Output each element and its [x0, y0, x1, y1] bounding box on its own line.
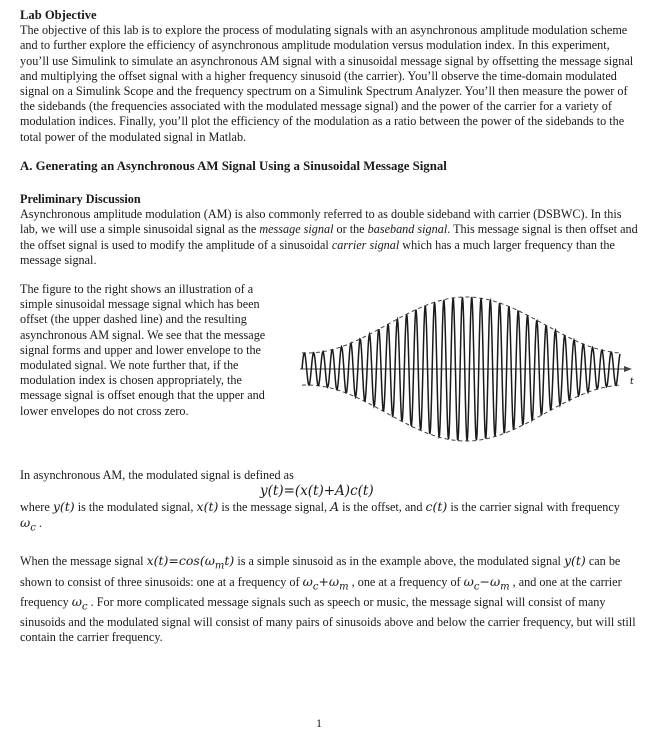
objective-paragraph: The objective of this lab is to explore the process of modulating signals with an asynchronous amplitude modulation scheme and to further explore the efficiency of asynchronous amplitude modulation versus modulation index. In this experiment, you’ll use Simulink to simulate an asynchronous AM signal with a sinusoidal message signal by offsetting the message signal and multiplying the offset signal with a higher frequency sinusoid (the carrier). You’ll observe the time-domain modulated signal on a Simulink Scope and the frequency spectrum on a Simulink Spectrum Analyzer. You’ll then measure the power of the sidebands (the frequencies associated with the modulated message signal) and the power of the carrier for a variety of modulation indices. Finally, you’ll plot the efficiency of the modulation as a ratio between the power of the sidebands to the total power of the modulated signal in Matlab. — [20, 23, 634, 144]
page-number: 1 — [316, 716, 322, 730]
axis-arrow-icon — [624, 366, 632, 372]
preliminary-discussion-heading: Preliminary Discussion — [20, 192, 141, 207]
am-signal-figure — [286, 286, 636, 456]
am-equation: y(t)=(x(t)+A)c(t) — [260, 483, 374, 500]
lab-objective-heading: Lab Objective — [20, 8, 97, 22]
sinusoid-paragraph: When the message signal $x(t)=\cos(\omega_mt)$ is a simple sinusoid as in the example above, the modulated signal y(t) can be shown to consist of three sinusoids: one at a frequency of $\omega_c+\omega_m$ , one at a frequency of $\omega_c-\omega_m$ , and one at the carrier frequency $\omega_c$ . For more complicated message signals such as speech or music, the message signal will consist of many sinusoids and the modulated signal will consist of many pairs of sinusoids above and below the carrier frequency, but will still contain the carrier frequency. — [20, 553, 636, 645]
axis-label-t: t — [630, 377, 634, 388]
figure-row — [20, 282, 638, 456]
lower-envelope — [302, 385, 620, 441]
where-paragraph: where y(t) is the modulated signal, x(t) is the message signal, A is the offset, and c(t) is the carrier signal with frequency $\omega_c$ . — [20, 499, 620, 534]
preliminary-paragraph: Asynchronous amplitude modulation (AM) is also commonly referred to as double sideband with carrier (DSBWC). In this lab, we will use a simple sinusoidal signal as the message signal or the baseband signal. This message signal is then offset and the offset signal is used to modify the amplitude of a sinusoidal carrier signal which has a much larger frequency than the message signal. — [20, 207, 638, 267]
document-page — [20, 8, 638, 645]
section-a-heading: A. Generating an Asynchronous AM Signal Using a Sinusoidal Message Signal — [20, 158, 447, 173]
figure-description: The figure to the right shows an illustration of a simple sinusoidal message signal which has been offset (the upper dashed line) and the resulting asynchronous AM signal. We see that the message signal forms and upper and lower envelope to the modulated signal. We note further that, if the modulation index is chosen appropriately, the message signal is offset enough that the upper and lower envelopes do not cross zero. — [20, 282, 266, 418]
definition-intro: In asynchronous AM, the modulated signal is defined as — [20, 468, 294, 483]
am-waveform-svg — [286, 286, 636, 456]
